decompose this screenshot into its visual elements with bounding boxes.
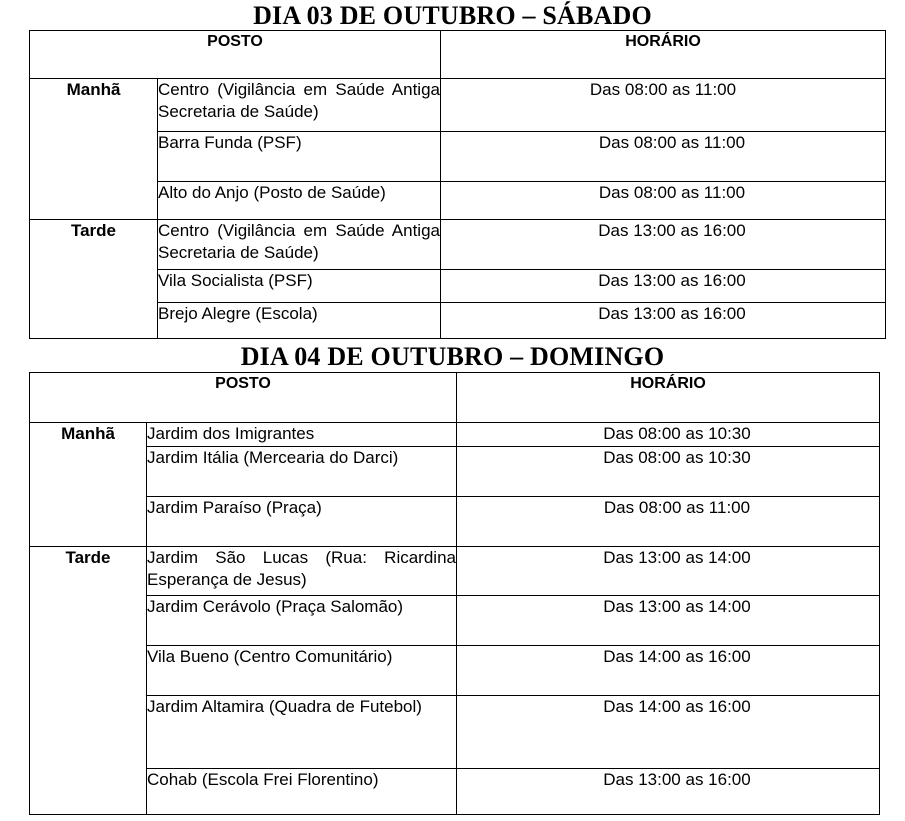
table-row	[30, 447, 880, 497]
posto-cell: Jardim Altamira (Quadra de Futebol)	[147, 696, 457, 769]
posto-cell: Cohab (Escola Frei Florentino)	[147, 769, 457, 815]
day-1-title: DIA 03 DE OUTUBRO – SÁBADO	[253, 1, 652, 30]
horario-cell: Das 08:00 as 11:00	[441, 79, 886, 132]
horario-cell: Das 13:00 as 14:00	[457, 547, 880, 596]
table-row	[30, 423, 880, 447]
horario-cell: Das 14:00 as 16:00	[457, 646, 880, 696]
period-label-tarde: Tarde	[30, 547, 147, 815]
horario-cell: Das 08:00 as 11:00	[441, 182, 886, 220]
table-header-row	[30, 373, 880, 423]
posto-cell: Brejo Alegre (Escola)	[158, 303, 441, 339]
horario-cell: Das 08:00 as 10:30	[457, 423, 880, 447]
posto-cell: Vila Bueno (Centro Comunitário)	[147, 646, 457, 696]
table-row	[30, 182, 886, 220]
table-row	[30, 596, 880, 646]
schedule-table-day-1	[29, 30, 886, 339]
day-2-title: DIA 04 DE OUTUBRO – DOMINGO	[240, 342, 665, 371]
table-header-row	[30, 31, 886, 79]
horario-cell: Das 14:00 as 16:00	[457, 696, 880, 769]
period-label-manha: Manhã	[30, 79, 158, 220]
table-row	[30, 769, 880, 815]
posto-cell: Barra Funda (PSF)	[158, 132, 441, 182]
header-posto: POSTO	[30, 31, 441, 79]
posto-cell: Jardim Paraíso (Praça)	[147, 497, 457, 547]
posto-cell: Centro (Vigilância em Saúde Antiga Secretaria de Saúde)	[158, 220, 441, 270]
posto-cell: Vila Socialista (PSF)	[158, 270, 441, 303]
horario-cell: Das 08:00 as 11:00	[441, 132, 886, 182]
table-row	[30, 220, 886, 270]
horario-cell: Das 13:00 as 16:00	[441, 270, 886, 303]
posto-cell: Jardim Cerávolo (Praça Salomão)	[147, 596, 457, 646]
header-horario: HORÁRIO	[457, 373, 880, 423]
table-row	[30, 270, 886, 303]
posto-cell: Jardim dos Imigrantes	[147, 423, 457, 447]
header-horario: HORÁRIO	[441, 31, 886, 79]
horario-cell: Das 13:00 as 16:00	[441, 303, 886, 339]
table-row	[30, 303, 886, 339]
posto-cell: Centro (Vigilância em Saúde Antiga Secretaria de Saúde)	[158, 79, 441, 132]
posto-cell: Jardim São Lucas (Rua: Ricardina Esperança de Jesus)	[147, 547, 457, 596]
period-label-manha: Manhã	[30, 423, 147, 547]
schedule-table-day-2	[29, 372, 880, 815]
table-row	[30, 696, 880, 769]
table-row	[30, 132, 886, 182]
horario-cell: Das 13:00 as 14:00	[457, 596, 880, 646]
horario-cell: Das 13:00 as 16:00	[457, 769, 880, 815]
table-row	[30, 547, 880, 596]
header-posto: POSTO	[30, 373, 457, 423]
horario-cell: Das 08:00 as 11:00	[457, 497, 880, 547]
table-row	[30, 79, 886, 132]
period-label-tarde: Tarde	[30, 220, 158, 339]
table-row	[30, 497, 880, 547]
posto-cell: Jardim Itália (Mercearia do Darci)	[147, 447, 457, 497]
horario-cell: Das 13:00 as 16:00	[441, 220, 886, 270]
table-row	[30, 646, 880, 696]
posto-cell: Alto do Anjo (Posto de Saúde)	[158, 182, 441, 220]
horario-cell: Das 08:00 as 10:30	[457, 447, 880, 497]
